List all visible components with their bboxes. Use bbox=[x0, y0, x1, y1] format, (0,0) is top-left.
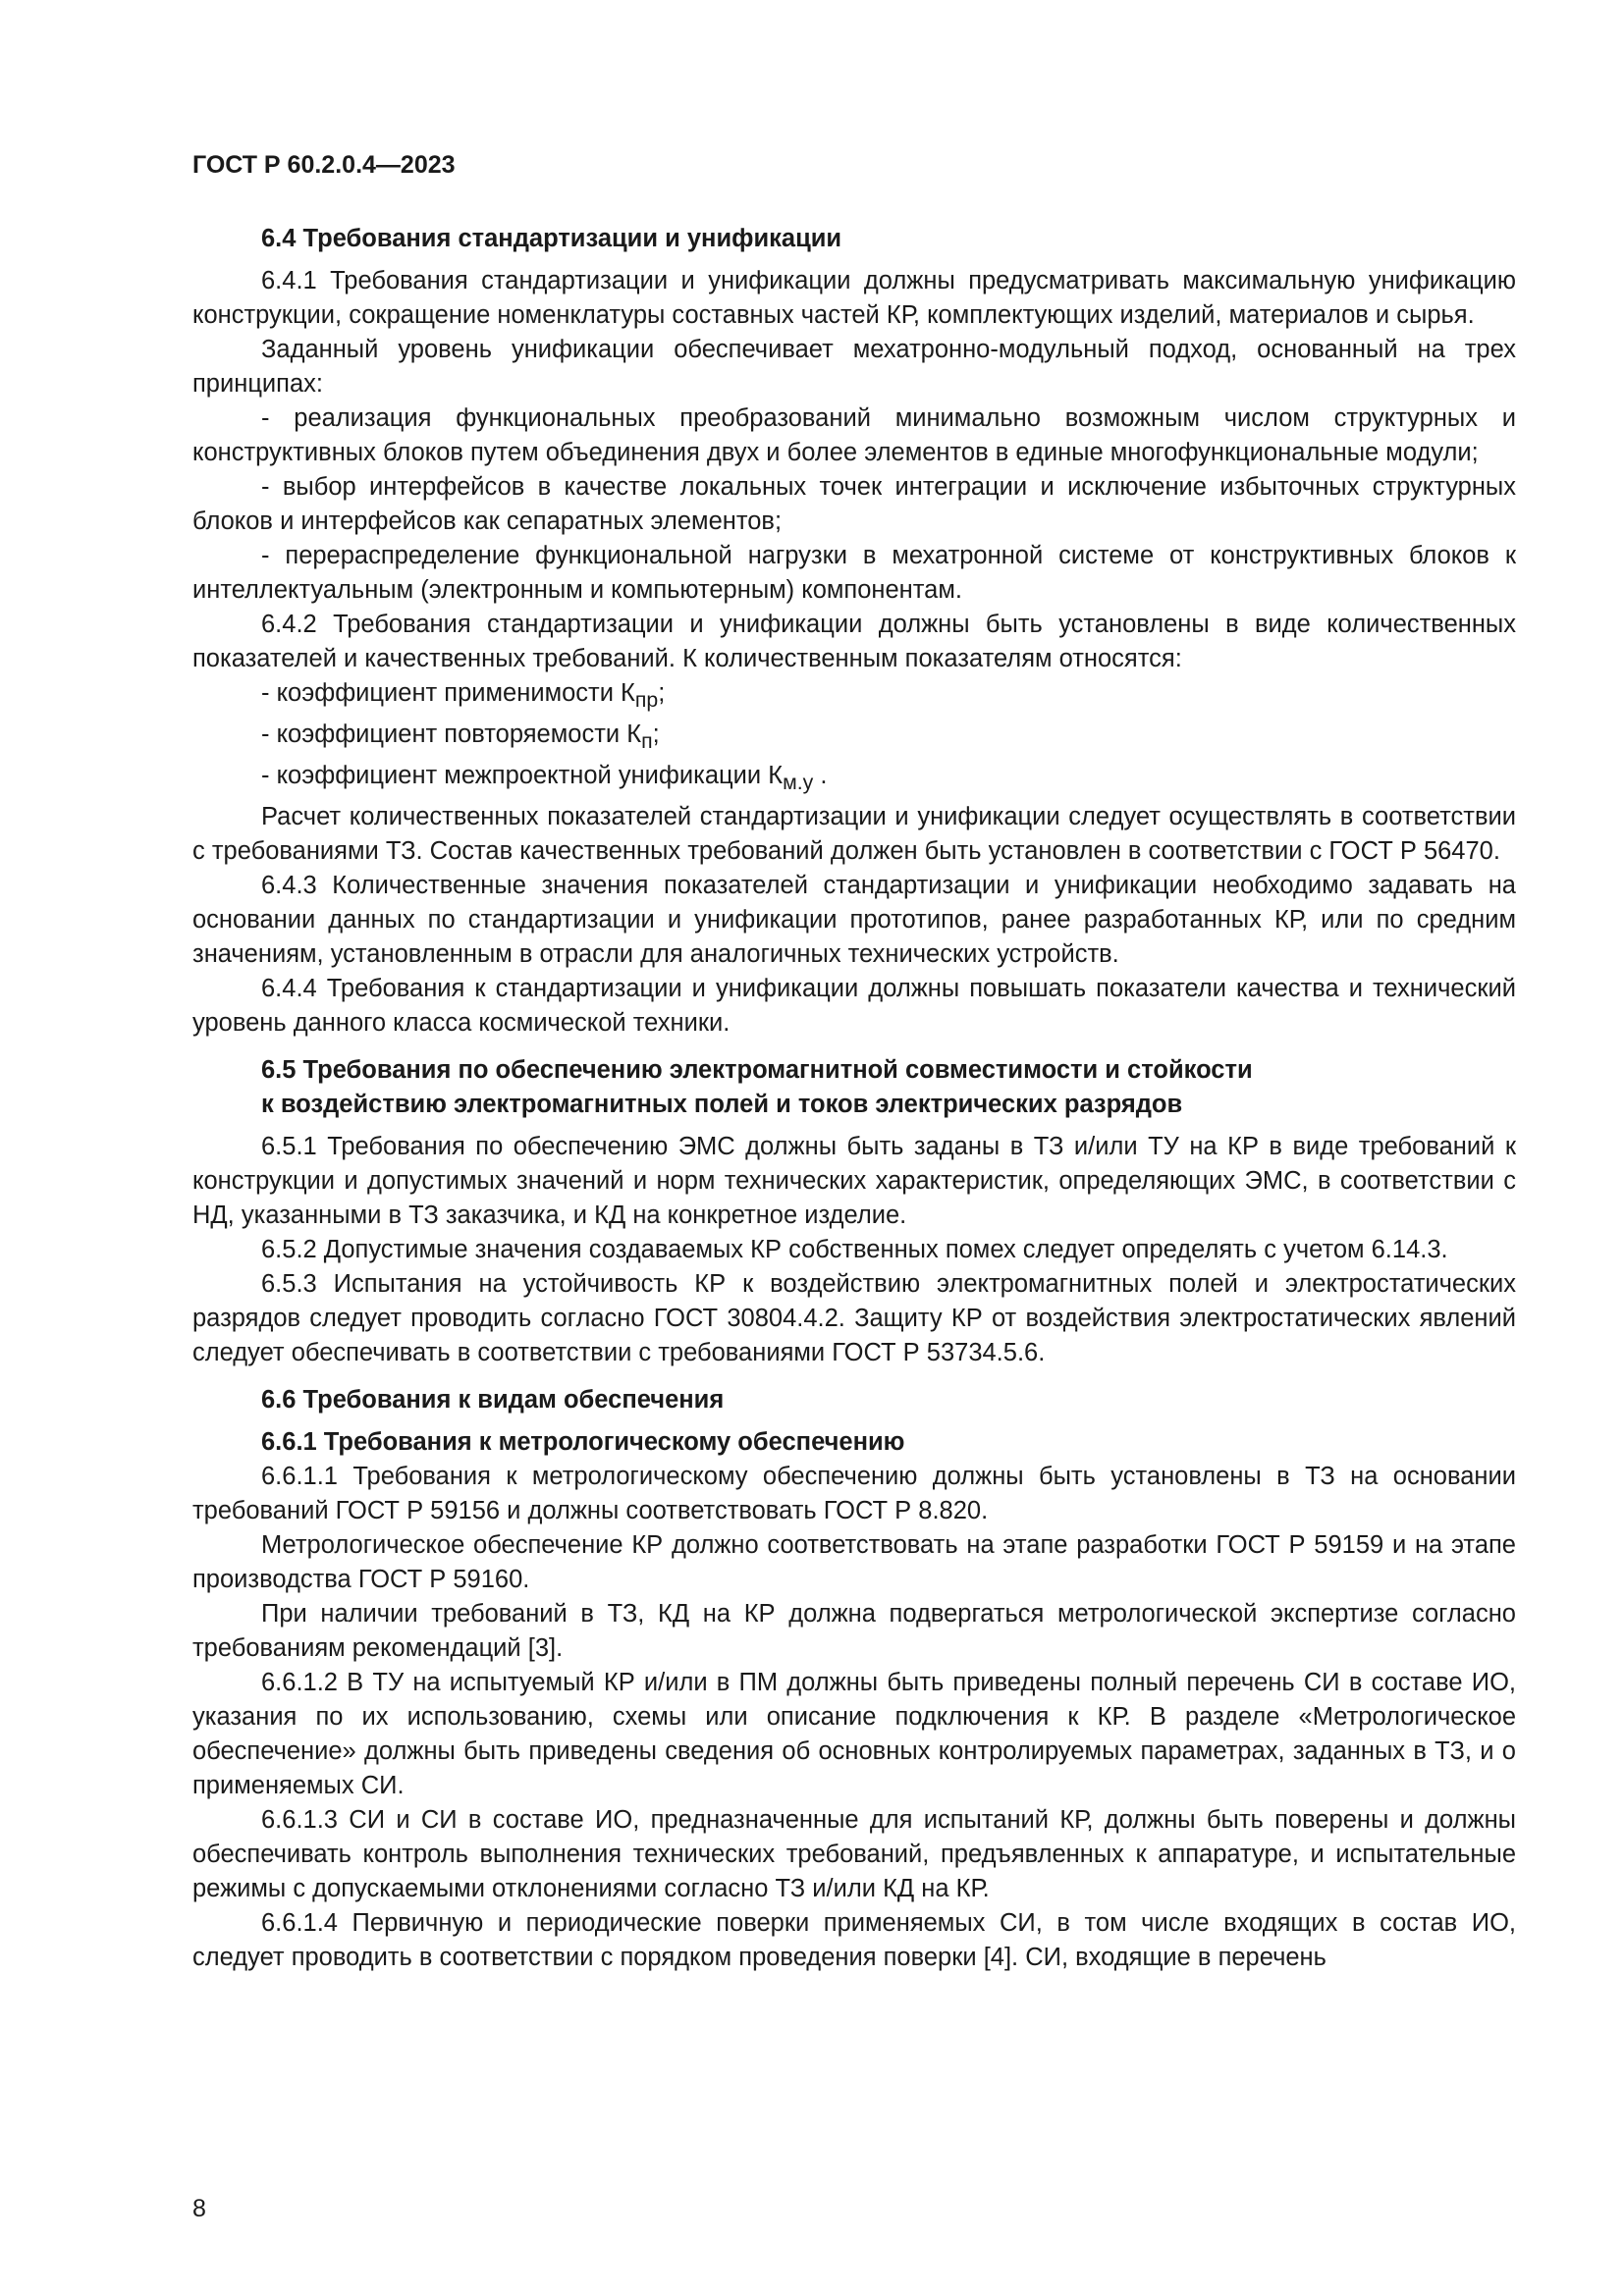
list-item-principle-1: - реализация функциональных преобразований минимально возможным числом структурных и конструктивных блоков путем объединения двух и более элементов в единые многофункциональные модули; bbox=[192, 404, 1516, 466]
paragraph-6-6-1-3: 6.6.1.3 СИ и СИ в составе ИО, предназначенные для испытаний КР, должны быть поверены и должны обеспечивать контроль выполнения технических требований, предъявленных к аппаратуре, и испытательные режимы с допускаемыми отклонениями согласно ТЗ и/или КД на КР. bbox=[192, 1806, 1516, 1903]
section-6-6-1-title: 6.6.1 Требования к метрологическому обеспечению bbox=[261, 1428, 905, 1457]
paragraph-6-4-4: 6.4.4 Требования к стандартизации и унификации должны повышать показатели качества и технический уровень данного класса космической техники. bbox=[192, 975, 1516, 1038]
list-item-coefficient-interproject: - коэффициент межпроектной унификации $К_{м.у}$ . bbox=[261, 762, 828, 795]
page-number: 8 bbox=[192, 2195, 206, 2222]
paragraph-calculation: Расчет количественных показателей стандартизации и унификации следует осуществлять в соответствии с требованиями ТЗ. Состав качественных требований должен быть установлен в соответствии с ГОСТ Р 56470. bbox=[192, 803, 1516, 866]
paragraph-6-4-3: 6.4.3 Количественные значения показателей стандартизации и унификации необходимо задавать на основании данных по стандартизации и унификации прототипов, ранее разработанных КР, или по средним значениям, установленным в отрасли для аналогичных технических устройств. bbox=[192, 872, 1516, 969]
paragraph-6-5-3: 6.5.3 Испытания на устойчивость КР к воздействию электромагнитных полей и электростатических разрядов следует проводить согласно ГОСТ 30804.4.2. Защиту КР от воздействия электростатических явлений следует обеспечивать в соответствии с требованиями ГОСТ Р 53734.5.6. bbox=[192, 1270, 1516, 1367]
paragraph-metrology-expertise: При наличии требований в ТЗ, КД на КР должна подвергаться метрологической экспертизе согласно требованиям рекомендаций [3]. bbox=[192, 1600, 1516, 1663]
document-body bbox=[192, 222, 1516, 1975]
paragraph-6-6-1-1: 6.6.1.1 Требования к метрологическому обеспечению должны быть установлены в ТЗ на основании требований ГОСТ Р 59156 и должны соответствовать ГОСТ Р 8.820. bbox=[192, 1463, 1516, 1525]
list-item-principle-2: - выбор интерфейсов в качестве локальных точек интеграции и исключение избыточных структурных блоков и интерфейсов как сепаратных элементов; bbox=[192, 473, 1516, 535]
section-6-4-title: 6.4 Требования стандартизации и унификации bbox=[261, 225, 842, 252]
section-6-6-title: 6.6 Требования к видам обеспечения bbox=[261, 1386, 725, 1415]
section-6-5-title-line-1: 6.5 Требования по обеспечению электромагнитной совместимости и стойкости bbox=[261, 1056, 1253, 1085]
document-code-header: ГОСТ Р 60.2.0.4—2023 bbox=[192, 151, 456, 179]
paragraph-6-5-1: 6.5.1 Требования по обеспечению ЭМС должны быть заданы в ТЗ и/или ТУ на КР в виде требований к конструкции и допустимых значений и норм технических характеристик, определяющих ЭМС, в соответствии с НД, указанными в ТЗ заказчика, и КД на конкретное изделие. bbox=[192, 1133, 1516, 1230]
paragraph-6-4-2: 6.4.2 Требования стандартизации и унификации должны быть установлены в виде количественных показателей и качественных требований. К количественным показателям относятся: bbox=[192, 611, 1516, 672]
list-item-principle-3: - перераспределение функциональной нагрузки в мехатронной системе от конструктивных блоков к интеллектуальным (электронным и компьютерным) компонентам. bbox=[192, 542, 1516, 604]
paragraph-unification-level: Заданный уровень унификации обеспечивает мехатронно-модульный подход, основанный на трех принципах: bbox=[192, 336, 1516, 398]
paragraph-6-4-1: 6.4.1 Требования стандартизации и унификации должны предусматривать максимальную унификацию конструкции, сокращение номенклатуры составных частей КР, комплектующих изделий, материалов и сырья. bbox=[192, 267, 1516, 329]
paragraph-metrology-stages: Метрологическое обеспечение КР должно соответствовать на этапе разработки ГОСТ Р 59159 и на этапе производства ГОСТ Р 59160. bbox=[192, 1531, 1516, 1594]
section-6-5-title-line-2: к воздействию электромагнитных полей и токов электрических разрядов bbox=[261, 1091, 1183, 1119]
list-item-coefficient-repeatability: - коэффициент повторяемости $К_п$; bbox=[261, 721, 660, 754]
paragraph-6-5-2: 6.5.2 Допустимые значения создаваемых КР собственных помех следует определять с учетом 6.14.3. bbox=[261, 1236, 1448, 1264]
list-item-coefficient-applicability: - коэффициент применимости $К_{пр}$; bbox=[261, 679, 666, 713]
paragraph-6-6-1-4: 6.6.1.4 Первичную и периодические поверки применяемых СИ, в том числе входящих в состав ИО, следует проводить в соответствии с порядком проведения поверки [4]. СИ, входящие в перечень bbox=[192, 1909, 1516, 1972]
paragraph-6-6-1-2: 6.6.1.2 В ТУ на испытуемый КР и/или в ПМ должны быть приведены полный перечень СИ в составе ИО, указания по их использованию, схемы или описание подключения к КР. В разделе «Метрологическое обеспечение» должны быть приведены сведения об основных контролируемых параметрах, заданных в ТЗ, и о применяемых СИ. bbox=[192, 1669, 1516, 1800]
